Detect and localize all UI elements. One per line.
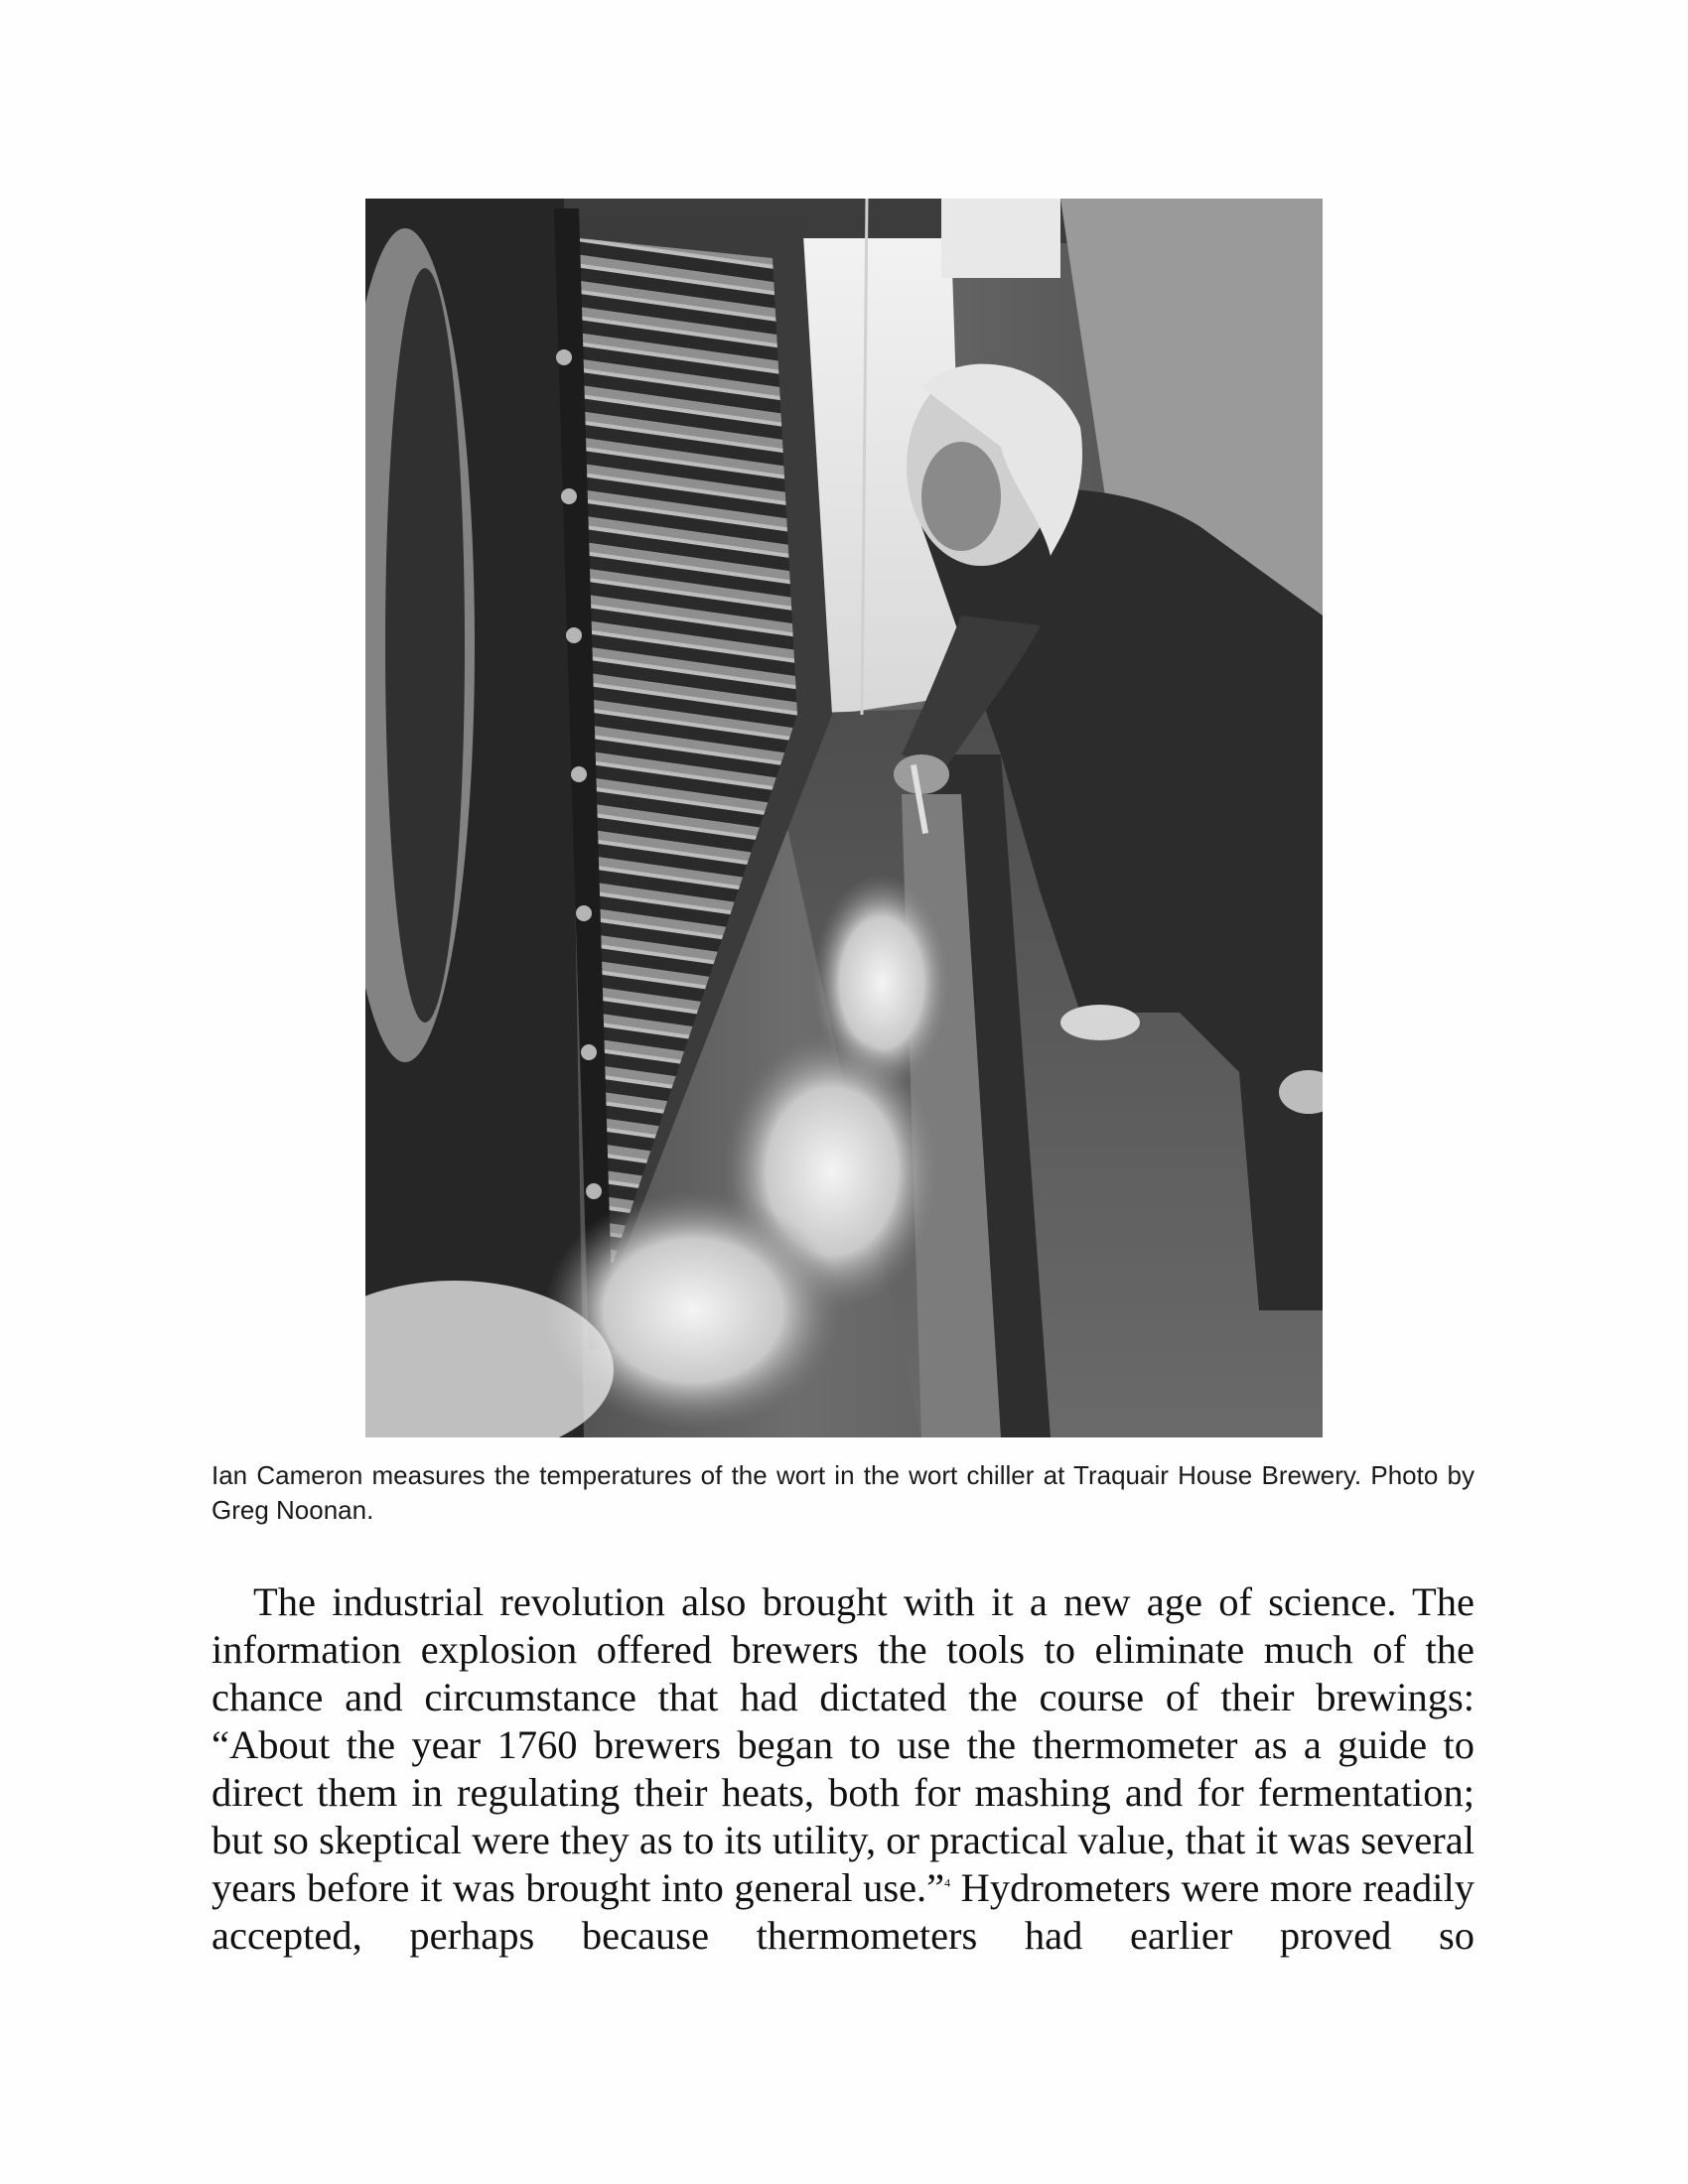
footnote-reference[interactable]: 4 [944, 1875, 951, 1890]
body-paragraph [211, 1578, 1475, 1960]
figure-caption: Ian Cameron measures the temperatures of the wort in the wort chiller at Traquair House Brewery. Photo by Greg Noonan. [211, 1460, 1475, 1525]
paragraph-text: The industrial revolution also brought with it a new age of science. The information explosion offered brewers the tools to eliminate much of the chance and circumstance that had dictated the course of their brewings: “About the year 1760 brewers began to use the thermometer as a guide to direct them in regulating their heats, both for mashing and for fermentation; but so skeptical were they as to its utility, or practical value, that it was several years before it was brought into general use.” [211, 1579, 1475, 1910]
photo-brewer-wort-chiller [365, 199, 1323, 1437]
paragraph-text-continued: Hydrometers were more readily accepted, perhaps because thermometers had earlier proved so [211, 1865, 1475, 1958]
